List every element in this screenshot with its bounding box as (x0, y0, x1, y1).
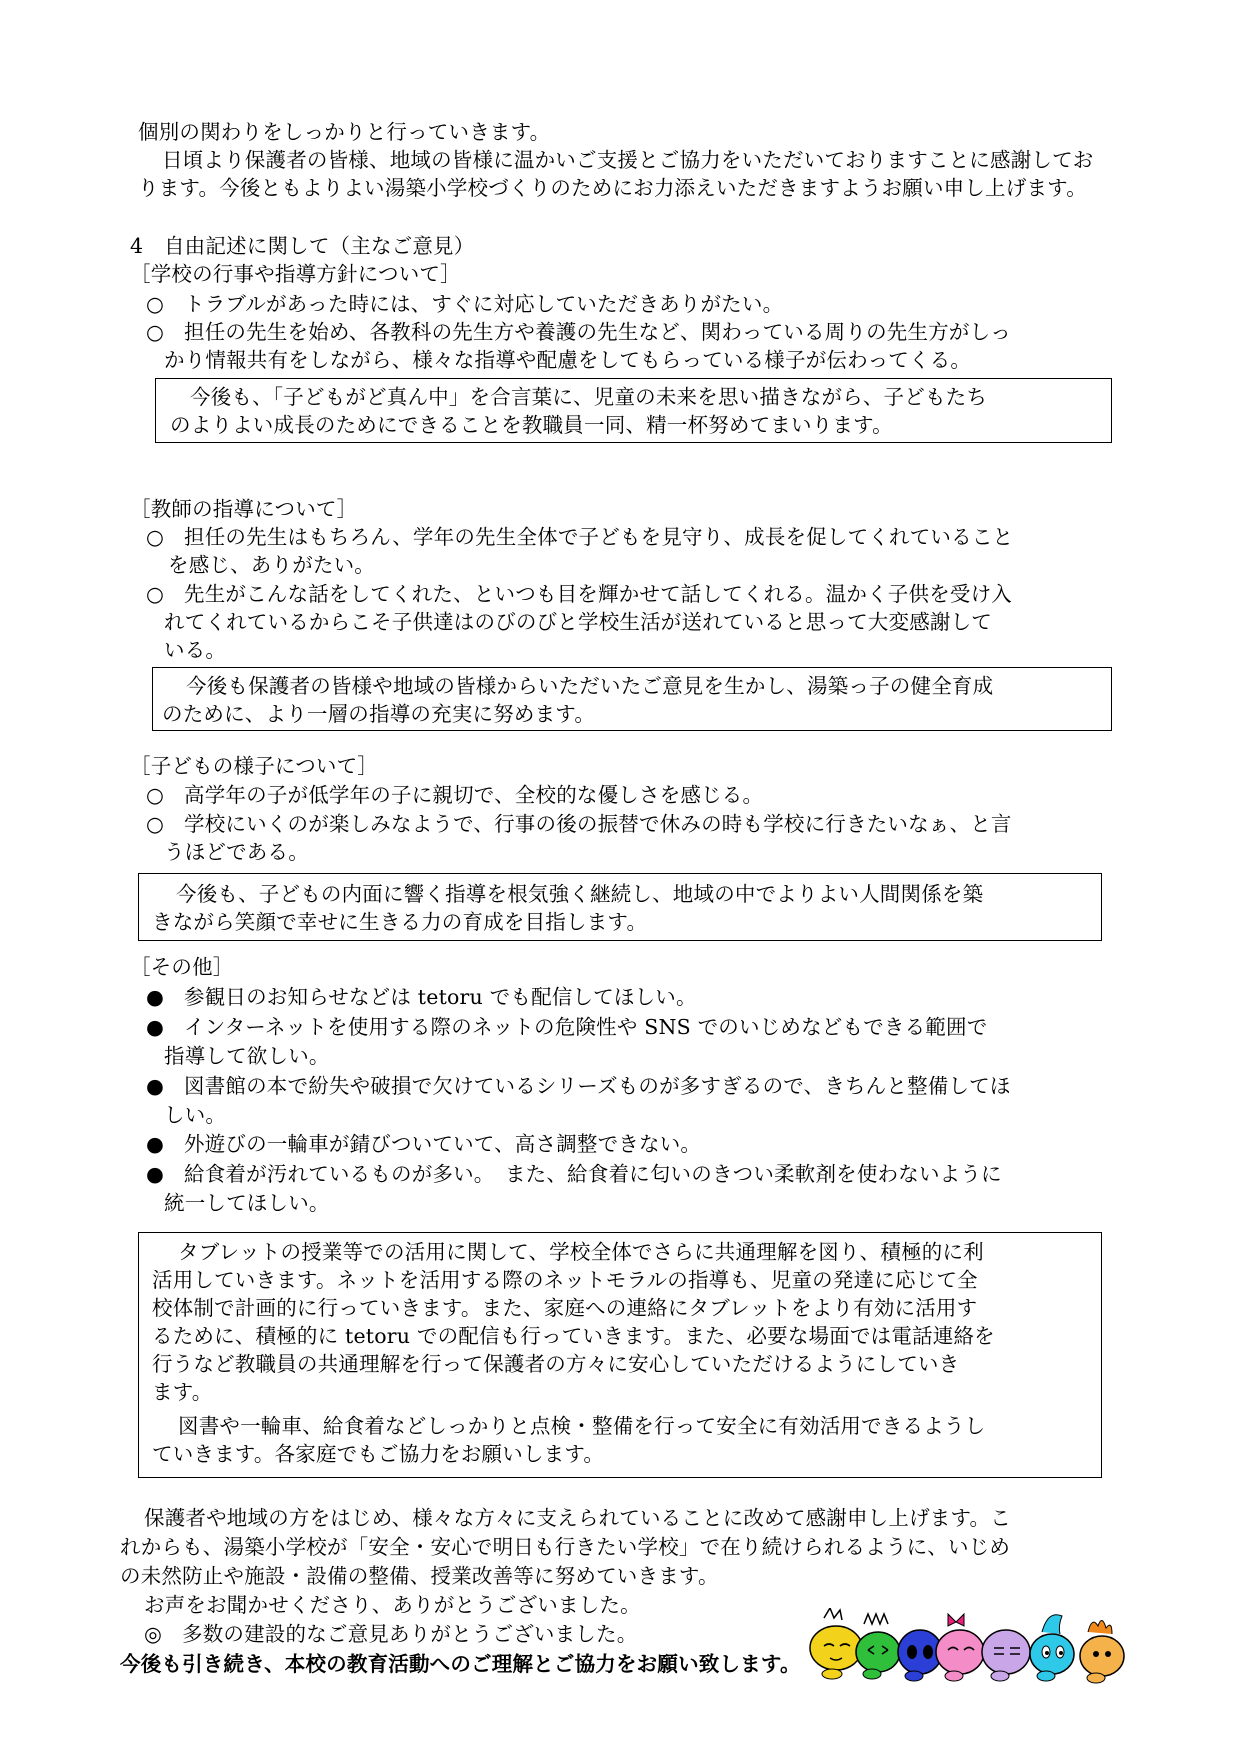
list-item: ○ 担任の先生はもちろん、学年の先生全体で子どもを見守り、成長を促してくれていること (146, 525, 1014, 549)
bullet-circle: ○ (146, 783, 165, 807)
list-item: ○ 高学年の子が低学年の子に親切で、全校的な優しさを感じる。 (146, 783, 764, 807)
list-item-continuation: れてくれているからこそ子供達はのびのびと学校生活が送れていると思って大変感謝して (164, 610, 992, 634)
bullet-circle: ○ (146, 320, 165, 344)
response-line: るために、積極的に tetoru での配信も行っていきます。また、必要な場面では電話連絡を (152, 1324, 995, 1348)
list-item: ● 図書館の本で紛失や破損で欠けているシリーズものが多すぎるので、きちんと整備してほ (146, 1074, 1011, 1098)
intro-line-3: ります。今後ともよりよい湯築小学校づくりのためにお力添えいただきますようお願い申し上げます。 (138, 176, 1087, 200)
category-label-teacher: ［教師の指導について］ (130, 497, 358, 521)
closing-final: 今後も引き続き、本校の教育活動へのご理解とご協力をお願い致します。 (120, 1652, 801, 1676)
response-line: のよりよい成長のためにできることを教職員一同、精一杯努めてまいります。 (170, 413, 893, 437)
bullet-circle: ○ (146, 525, 165, 549)
yellow-character-icon (810, 1608, 862, 1679)
intro-line-1: 個別の関わりをしっかりと行っていきます。 (138, 120, 551, 144)
bullet-circle: ○ (146, 582, 165, 606)
bullet-dot: ● (146, 1074, 165, 1098)
list-item-continuation: 統一してほしい。 (164, 1191, 330, 1215)
response-line: 今後も保護者の皆様や地域の皆様からいただいたご意見を生かし、湯築っ子の健全育成 (186, 674, 994, 698)
bullet-circle: ○ (146, 812, 165, 836)
response-line: 行うなど教職員の共通理解を行って保護者の方々に安心していただけるようにしていき (152, 1352, 960, 1376)
list-item: ○ 学校にいくのが楽しみなようで、行事の後の振替で休みの時も学校に行きたいなぁ、と言 (146, 812, 1012, 836)
list-item-continuation: 指導して欲しい。 (164, 1044, 330, 1068)
response-line: 校体制で計画的に行っていきます。また、家庭への連絡にタブレットをより有効に活用す (152, 1296, 978, 1320)
cyan-character-icon (1030, 1615, 1074, 1681)
response-line: 活用していきます。ネットを活用する際のネットモラルの指導も、児童の発達に応じて全 (152, 1268, 978, 1292)
closing-line: の未然防止や施設・設備の整備、授業改善等に努めていきます。 (120, 1564, 719, 1588)
closing-thanks: ◎ 多数の建設的なご意見ありがとうございました。 (144, 1622, 638, 1646)
bullet-dot: ● (146, 985, 165, 1009)
list-item: ● インターネットを使用する際のネットの危険性や SNS でのいじめなどもできる範囲で (146, 1015, 988, 1039)
pink-character-icon (936, 1614, 984, 1681)
response-line: 今後も、子どもの内面に響く指導を根気強く継続し、地域の中でよりよい人間関係を築 (176, 882, 984, 906)
bullet-dot: ● (146, 1015, 165, 1039)
lavender-character-icon (982, 1630, 1030, 1681)
category-label-children: ［子どもの様子について］ (130, 754, 378, 778)
double-circle-mark: ◎ (144, 1622, 163, 1646)
list-item: ○ トラブルがあった時には、すぐに対応していただきありがたい。 (146, 292, 784, 316)
list-item-continuation: うほどである。 (164, 840, 309, 864)
list-item-continuation: を感じ、ありがたい。 (168, 553, 375, 577)
bullet-dot: ● (146, 1132, 165, 1156)
response-line: タブレットの授業等での活用に関して、学校全体でさらに共通理解を図り、積極的に利 (178, 1240, 984, 1264)
intro-line-2: 日頃より保護者の皆様、地域の皆様に温かいご支援とご協力をいただいておりますことに感謝してお (162, 148, 1094, 172)
section-heading: 4 自由記述に関して（主なご意見） (130, 234, 475, 258)
list-item: ○ 担任の先生を始め、各教科の先生方や養護の先生など、関わっている周りの先生方がしっ (146, 320, 1011, 344)
response-line: きながら笑顔で幸せに生きる力の育成を目指します。 (152, 910, 648, 934)
list-item: ● 給食着が汚れているものが多い。 また、給食着に匂いのきつい柔軟剤を使わないように (146, 1162, 1002, 1186)
closing-line: 保護者や地域の方をはじめ、様々な方々に支えられていることに改めて感謝申し上げます。こ (144, 1506, 1011, 1530)
response-line: 今後も、「子どもがど真ん中」を合言葉に、児童の未来を思い描きながら、子どもたち (190, 385, 988, 409)
response-line: のために、より一層の指導の充実に努めます。 (162, 702, 596, 726)
bullet-circle: ○ (146, 292, 165, 316)
list-item-continuation: しい。 (164, 1103, 227, 1127)
closing-line: れからも、湯築小学校が「安全・安心で明日も行きたい学校」で在り続けられるように、いじめ (120, 1535, 1011, 1559)
response-line: 図書や一輪車、給食着などしっかりと点検・整備を行って安全に有効活用できるようし (178, 1414, 986, 1438)
list-item: ● 参観日のお知らせなどは tetoru でも配信してほしい。 (146, 985, 697, 1009)
mascot-characters-illustration (806, 1608, 1132, 1688)
response-line: ていきます。各家庭でもご協力をお願いします。 (152, 1442, 605, 1466)
list-item: ● 外遊びの一輪車が錆びついていて、高さ調整できない。 (146, 1132, 702, 1156)
list-item-continuation: かり情報共有をしながら、様々な指導や配慮をしてもらっている様子が伝わってくる。 (164, 348, 972, 372)
response-line: ます。 (152, 1380, 213, 1404)
bullet-dot: ● (146, 1162, 165, 1186)
list-item-continuation: いる。 (164, 638, 227, 662)
list-item: ○ 先生がこんな話をしてくれた、といつも目を輝かせて話してくれる。温かく子供を受け入 (146, 582, 1012, 606)
category-label-other: ［その他］ (130, 955, 234, 979)
closing-line: お声をお聞かせくださり、ありがとうございました。 (144, 1593, 641, 1617)
category-label-school-policy: ［学校の行事や指導方針について］ (130, 262, 461, 286)
orange-character-icon (1080, 1620, 1124, 1683)
green-character-icon (856, 1614, 900, 1679)
blue-character-icon (898, 1630, 942, 1681)
